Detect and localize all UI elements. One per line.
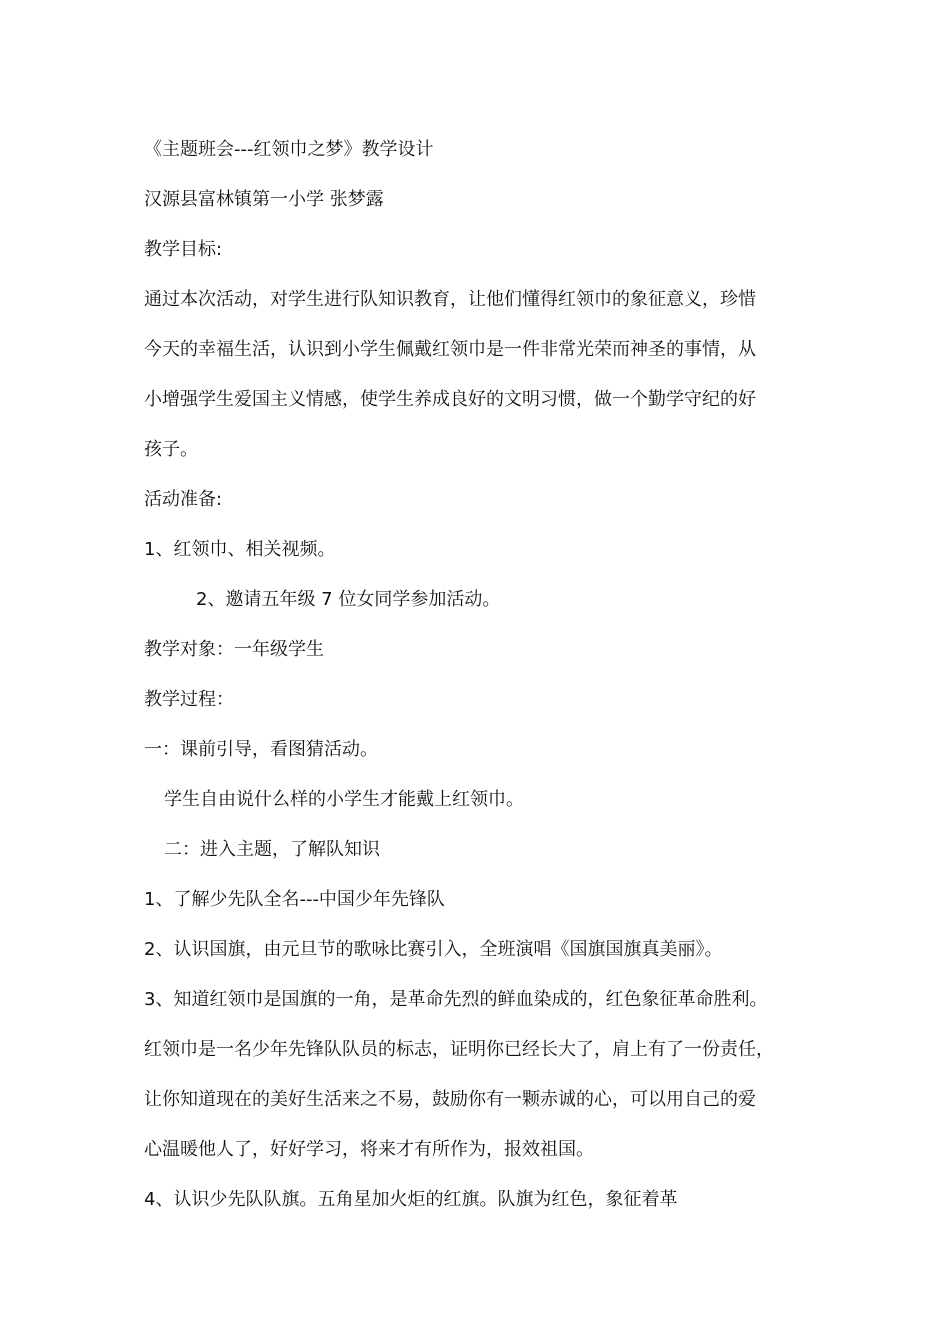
objective-line: 小增强学生爱国主义情感，使学生养成良好的文明习惯，做一个勤学守纪的好 bbox=[144, 389, 756, 410]
step2-item: 3、知道红领巾是国旗的一角，是革命先烈的鲜血染成的，红色象征革命胜利。 bbox=[144, 989, 768, 1010]
objective-line: 今天的幸福生活，认识到小学生佩戴红领巾是一件非常光荣而神圣的事情，从 bbox=[144, 339, 756, 360]
document-title: 《主题班会---红领巾之梦》教学设计 bbox=[144, 139, 434, 160]
author-line: 汉源县富林镇第一小学 张梦露 bbox=[144, 189, 384, 210]
step2-heading: 二：进入主题，了解队知识 bbox=[164, 839, 380, 860]
process-heading: 教学过程： bbox=[144, 689, 234, 710]
item4-line: 4、认识少先队队旗。五角星加火炬的红旗。队旗为红色，象征着革 bbox=[144, 1189, 678, 1210]
target-line: 教学对象：一年级学生 bbox=[144, 639, 324, 660]
step2-item: 1、了解少先队全名---中国少年先锋队 bbox=[144, 889, 445, 910]
step2-item: 2、认识国旗，由元旦节的歌咏比赛引入，全班演唱《国旗国旗真美丽》。 bbox=[144, 939, 723, 960]
objective-heading: 教学目标: bbox=[144, 239, 223, 260]
step1-heading: 一：课前引导，看图猜活动。 bbox=[144, 739, 378, 760]
objective-line: 孩子。 bbox=[144, 439, 198, 460]
step1-text: 学生自由说什么样的小学生才能戴上红领巾。 bbox=[164, 789, 524, 810]
scarf-line: 心温暖他人了，好好学习，将来才有所作为，报效祖国。 bbox=[144, 1139, 594, 1160]
scarf-line: 红领巾是一名少年先锋队队员的标志，证明你已经长大了，肩上有了一份责任， bbox=[144, 1039, 774, 1060]
preparation-item: 2、邀请五年级 7 位女同学参加活动。 bbox=[196, 589, 501, 610]
scarf-line: 让你知道现在的美好生活来之不易，鼓励你有一颗赤诚的心，可以用自己的爱 bbox=[144, 1089, 756, 1110]
preparation-item: 1、红领巾、相关视频。 bbox=[144, 539, 336, 560]
preparation-heading: 活动准备: bbox=[144, 489, 223, 510]
objective-line: 通过本次活动，对学生进行队知识教育，让他们懂得红领巾的象征意义，珍惜 bbox=[144, 289, 756, 310]
